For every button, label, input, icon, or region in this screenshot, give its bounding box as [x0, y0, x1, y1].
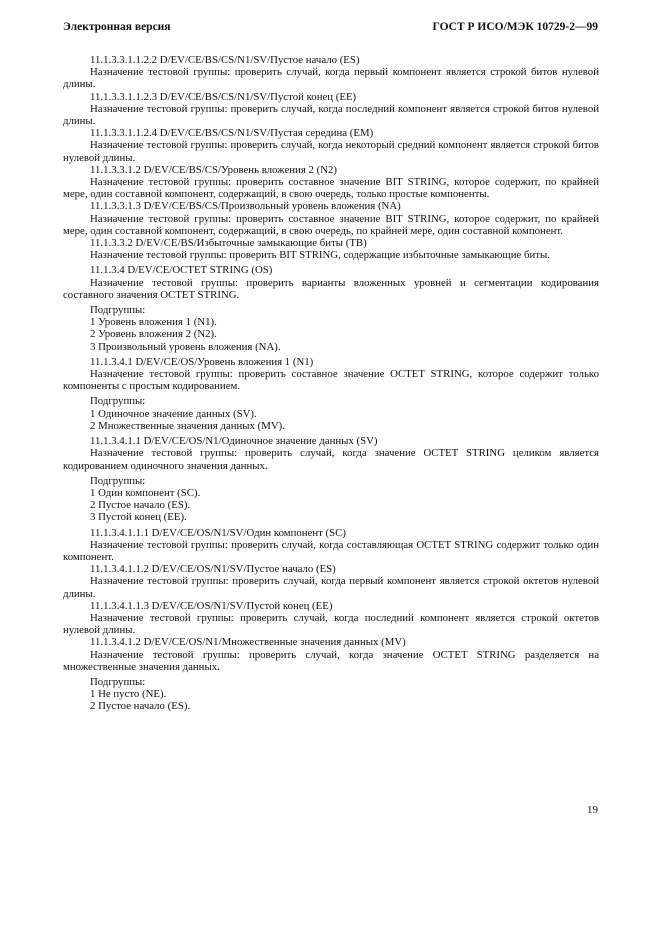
- section-paragraph: Назначение тестовой группы: проверить случай, когда первый компонент является строкой октетов нулевой длины.: [63, 575, 599, 600]
- list-item: 3 Пустой конец (EE).: [90, 511, 187, 524]
- section-paragraph: Назначение тестовой группы: проверить случай, когда значение OCTET STRING разделяется на множественные значения данных.: [63, 648, 599, 673]
- section-heading: 11.1.3.3.1.3 D/EV/CE/BS/CS/Произвольный уровень вложения (NA): [90, 200, 401, 213]
- section-heading: 11.1.3.4.1.2 D/EV/CE/OS/N1/Множественные значения данных (MV): [90, 636, 406, 649]
- section-paragraph: Назначение тестовой группы: проверить случай, когда первый компонент является строкой битов нулевой длины.: [63, 66, 599, 91]
- list-item: 1 Один компонент (SC).: [90, 486, 201, 499]
- section-heading: 11.1.3.4.1.1.2 D/EV/CE/OS/N1/SV/Пустое начало (ES): [90, 563, 336, 576]
- list-item: 1 Не пусто (NE).: [90, 688, 167, 701]
- section-paragraph: Назначение тестовой группы: проверить составное значение BIT STRING, которое содержит, по крайней мере, один составной компонент, содержащий, в свою очередь, только простые компоненты.: [63, 176, 599, 201]
- section-paragraph: Назначение тестовой группы: проверить составное значение OCTET STRING, которое содержит только компоненты с простым кодированием.: [63, 368, 599, 393]
- list-item: 2 Уровень вложения 2 (N2).: [90, 328, 217, 341]
- section-heading: 11.1.3.3.1.1.2.3 D/EV/CE/BS/CS/N1/SV/Пустой конец (EE): [90, 90, 357, 103]
- header-edition-label: Электронная версия: [63, 21, 171, 33]
- subgroups-label: Подгруппы:: [90, 474, 146, 487]
- section-heading: 11.1.3.4.1.1.3 D/EV/CE/OS/N1/SV/Пустой конец (EE): [90, 599, 333, 612]
- section-heading: 11.1.3.3.2 D/EV/CE/BS/Избыточные замыкающие биты (TB): [90, 237, 367, 250]
- list-item: 2 Пустое начало (ES).: [90, 499, 191, 512]
- section-paragraph: Назначение тестовой группы: проверить составное значение BIT STRING, которое содержит, по крайней мере, один составной компонент, содержащий, в свою очередь, по крайней мере, один составной компонент.: [63, 212, 599, 237]
- list-item: 2 Пустое начало (ES).: [90, 700, 191, 713]
- section-paragraph: Назначение тестовой группы: проверить случай, когда последний компонент является строкой октетов нулевой длины.: [63, 611, 599, 637]
- subgroups-label: Подгруппы:: [90, 395, 146, 408]
- section-heading: 11.1.3.3.1.2 D/EV/CE/BS/CS/Уровень вложения 2 (N2): [90, 163, 337, 176]
- document-body: [63, 54, 599, 713]
- section-paragraph: Назначение тестовой группы: проверить варианты вложенных уровней и сегментации кодирования составного значения OCTET STRING.: [63, 276, 599, 301]
- list-item: 1 Уровень вложения 1 (N1).: [90, 316, 217, 329]
- page-number: 19: [587, 804, 598, 816]
- list-item: 3 Произвольный уровень вложения (NA).: [90, 340, 281, 353]
- section-paragraph: Назначение тестовой группы: проверить случай, когда последний компонент является строкой битов нулевой длины.: [63, 102, 599, 128]
- section-heading: 11.1.3.3.1.1.2.2 D/EV/CE/BS/CS/N1/SV/Пустое начало (ES): [90, 54, 360, 66]
- subgroups-label: Подгруппы:: [90, 675, 146, 688]
- section-heading: 11.1.3.4.1 D/EV/CE/OS/Уровень вложения 1 (N1): [90, 355, 314, 368]
- section-paragraph: Назначение тестовой группы: проверить BIT STRING, содержащие избыточные замыкающие биты.: [90, 249, 550, 262]
- section-heading: 11.1.3.4.1.1.1 D/EV/CE/OS/N1/SV/Один компонент (SC): [90, 526, 346, 539]
- section-paragraph: Назначение тестовой группы: проверить случай, когда составляющая OCTET STRING содержит только один компонент.: [63, 538, 599, 563]
- section-heading: 11.1.3.4 D/EV/CE/OCTET STRING (OS): [90, 264, 273, 277]
- list-item: 2 Множественные значения данных (MV).: [90, 419, 285, 432]
- header-standard-code: ГОСТ Р ИСО/МЭК 10729-2—99: [432, 21, 598, 33]
- section-paragraph: Назначение тестовой группы: проверить случай, когда значение OCTET STRING целиком является кодированием одиночного значения данных.: [63, 447, 599, 472]
- subgroups-label: Подгруппы:: [90, 304, 146, 317]
- section-heading: 11.1.3.4.1.1 D/EV/CE/OS/N1/Одиночное значение данных (SV): [90, 435, 378, 448]
- section-paragraph: Назначение тестовой группы: проверить случай, когда некоторый средний компонент является строкой битов нулевой длины.: [63, 139, 599, 164]
- list-item: 1 Одиночное значение данных (SV).: [90, 407, 257, 420]
- section-heading: 11.1.3.3.1.1.2.4 D/EV/CE/BS/CS/N1/SV/Пустая середина (EM): [90, 127, 374, 140]
